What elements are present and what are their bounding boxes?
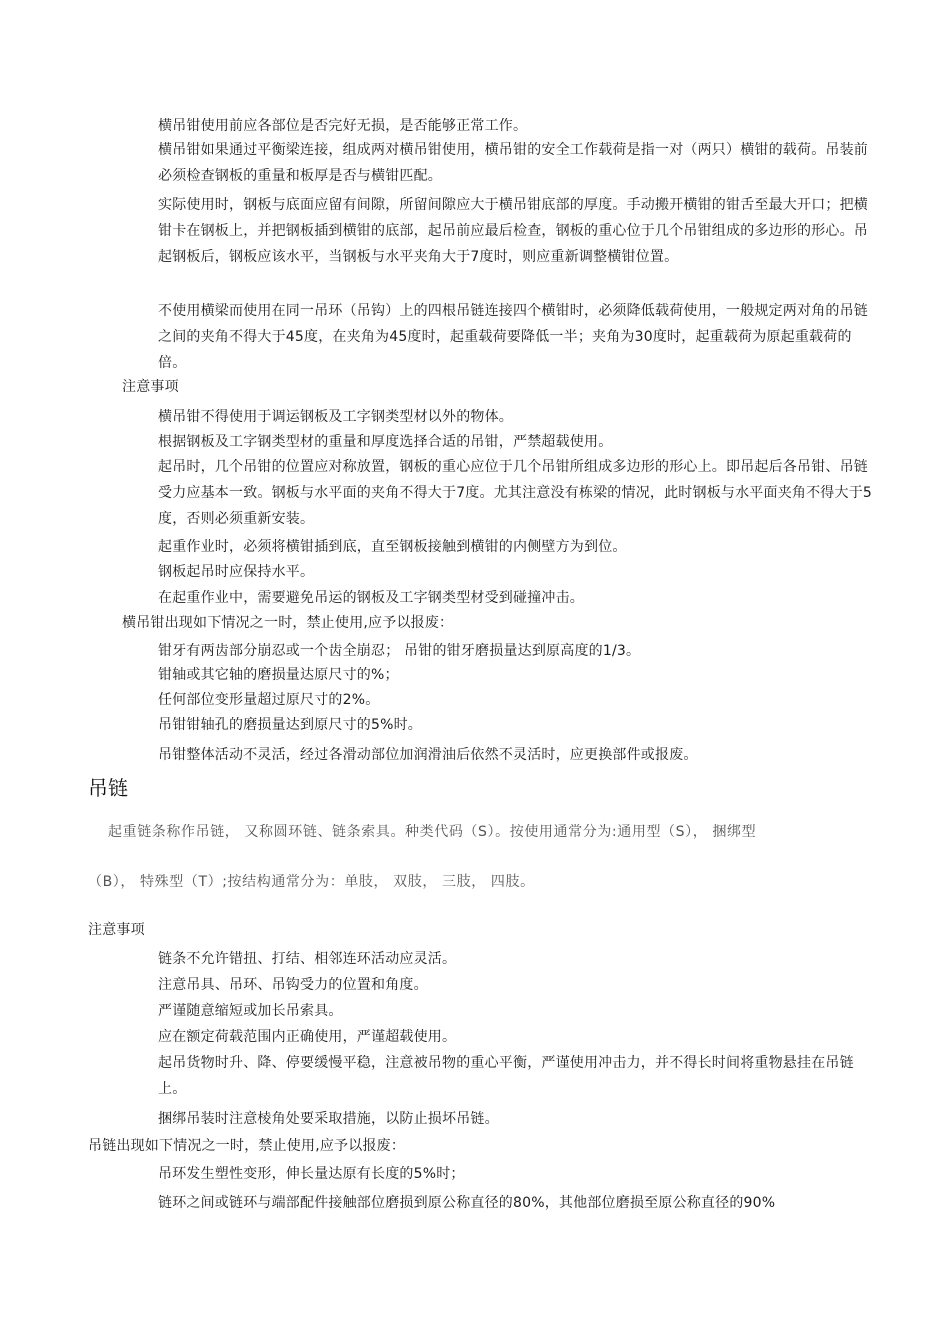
chain-intro-line-1: 起重链条称作吊链， 又称圆环链、链条索具。种类代码（S）。按使用通常分为:通用型（S）， 捆绑型 <box>108 824 757 840</box>
list-item: 起吊时，几个吊钳的位置应对称放置，钢板的重心应位于几个吊钳所组成多边形的形心上。即吊起后各吊钳、吊链受力应基本一致。钢板与水平面的夹角不得大于7度。尤其注意没有栋梁的情况，此时钢板与水平面夹角不得大于5度，否则必须重新安装。 <box>158 459 873 527</box>
scrap-heading-clamp: 横吊钳出现如下情况之一时，禁止使用,应予以报废： <box>122 615 454 631</box>
list-item: 钳轴或其它轴的磨损量达原尺寸的%； <box>158 667 399 683</box>
list-item: 横吊钳不得使用于调运钢板及工字钢类型材以外的物体。 <box>158 409 513 425</box>
list-item: 注意吊具、吊环、吊钩受力的位置和角度。 <box>158 977 428 993</box>
list-item: 任何部位变形量超过原尺寸的2%。 <box>158 692 380 708</box>
list-item: 严谨随意缩短或加长吊索具。 <box>158 1003 343 1019</box>
section-title-chain: 吊链 <box>88 776 128 800</box>
list-item: 根据钢板及工字钢类型材的重量和厚度选择合适的吊钳，严禁超载使用。 <box>158 434 613 450</box>
list-item: 吊环发生塑性变形，伸长量达原有长度的5%时； <box>158 1166 465 1182</box>
notice-heading-clamp: 注意事项 <box>122 379 179 395</box>
paragraph-no-beam: 不使用横梁而使用在同一吊环（吊钩）上的四根吊链连接四个横钳时，必须降低载荷使用，一般规定两对角的吊链之间的夹角不得大于45度，在夹角为45度时，起重载荷要降低一半；夹角为30度时，起重载荷为原起重载荷的倍。 <box>158 303 868 371</box>
list-item: 链条不允许错扭、打结、相邻连环活动应灵活。 <box>158 951 457 967</box>
notice-heading-chain: 注意事项 <box>88 922 145 938</box>
list-item: 起吊货物时升、降、停要缓慢平稳，注意被吊物的重心平衡，严谨使用冲击力，并不得长时间将重物悬挂在吊链上。 <box>158 1055 854 1097</box>
list-item: 吊钳钳轴孔的磨损量达到原尺寸的5%时。 <box>158 717 423 733</box>
list-item: 钳牙有两齿部分崩忍或一个齿全崩忍； 吊钳的钳牙磨损量达到原高度的1/3。 <box>158 643 641 659</box>
chain-intro-line-2: （B）， 特殊型（T）;按结构通常分为：单肢， 双肢， 三肢， 四肢。 <box>88 874 535 890</box>
scrap-heading-chain: 吊链出现如下情况之一时，禁止使用,应予以报废： <box>88 1138 406 1154</box>
list-item: 钢板起吊时应保持水平。 <box>158 564 315 580</box>
list-item: 在起重作业中，需要避免吊运的钢板及工字钢类型材受到碰撞冲击。 <box>158 590 584 606</box>
list-item: 吊钳整体活动不灵活，经过各滑动部位加润滑油后依然不灵活时，应更换部件或报废。 <box>158 747 698 763</box>
paragraph-balance-beam: 横吊钳如果通过平衡梁连接，组成两对横吊钳使用，横吊钳的安全工作载荷是指一对（两只）横钳的载荷。吊装前必须检查钢板的重量和板厚是否与横钳匹配。 <box>158 142 868 184</box>
paragraph-actual-use: 实际使用时，钢板与底面应留有间隙，所留间隙应大于横吊钳底部的厚度。手动搬开横钳的钳舌至最大开口；把横钳卡在钢板上，并把钢板插到横钳的底部，起吊前应最后检查，钢板的重心位于几个吊钳组成的多边形的形心。吊起钢板后，钢板应该水平，当钢板与水平夹角大于7度时，则应重新调整横钳位置。 <box>158 197 868 265</box>
list-item: 起重作业时，必须将横钳插到底，直至钢板接触到横钳的内侧壁方为到位。 <box>158 539 627 555</box>
list-item: 应在额定荷载范围内正确使用，严谨超载使用。 <box>158 1029 457 1045</box>
list-item: 捆绑吊装时注意棱角处要采取措施，以防止损坏吊链。 <box>158 1111 499 1127</box>
paragraph-precheck: 横吊钳使用前应各部位是否完好无损，是否能够正常工作。 <box>158 118 528 134</box>
list-item: 链环之间或链环与端部配件接触部位磨损到原公称直径的80%，其他部位磨损至原公称直径的90% <box>158 1195 776 1211</box>
